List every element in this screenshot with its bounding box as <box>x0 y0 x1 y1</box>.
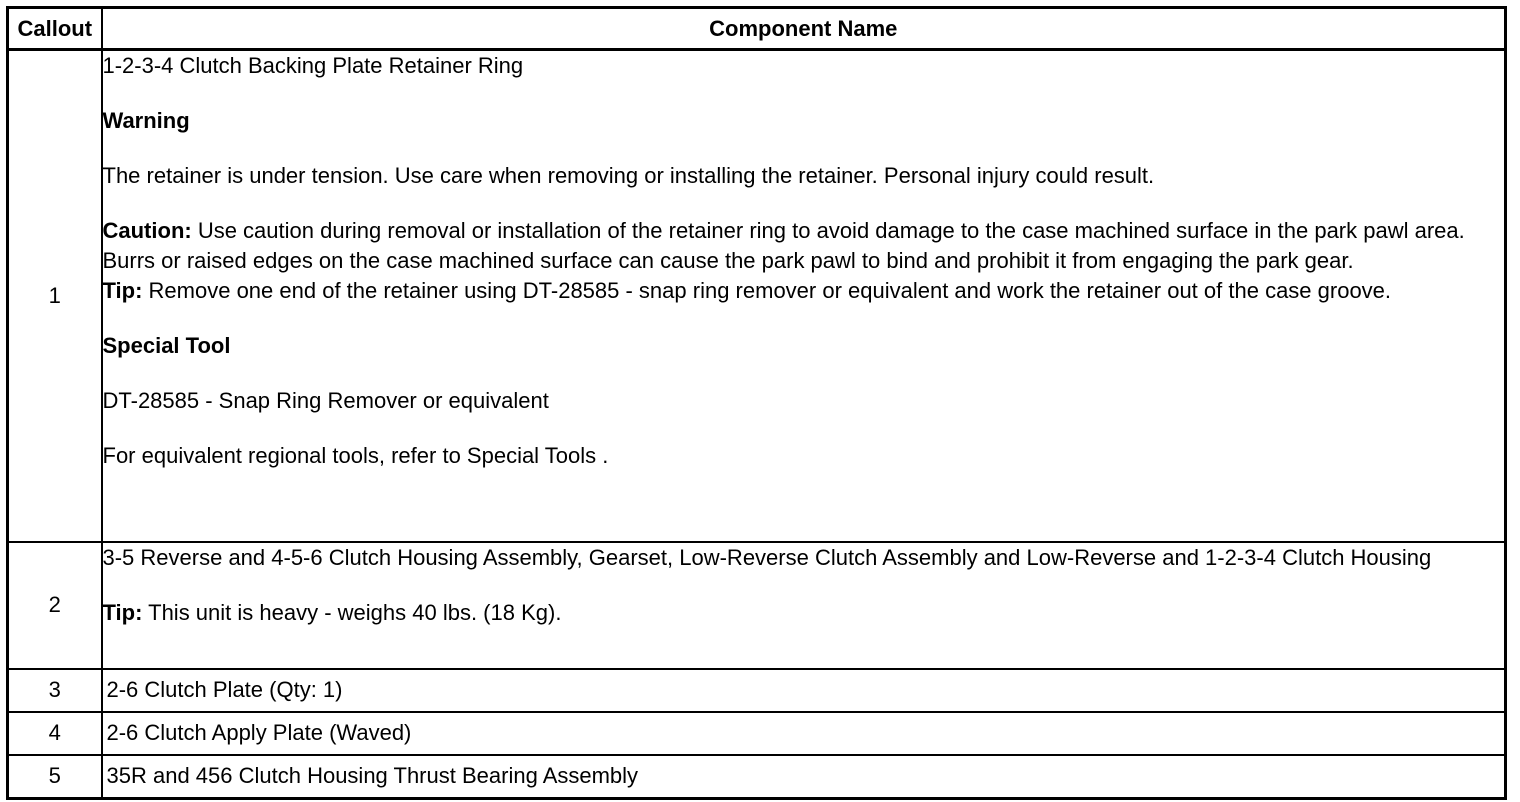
component-title: 3-5 Reverse and 4-5-6 Clutch Housing Assembly, Gearset, Low-Reverse Clutch Assembly and Low-Reverse and 1-2-3-4 Clutch Housing <box>102 544 1432 570</box>
special-tool-heading: Special Tool <box>102 333 231 358</box>
table-row <box>8 542 1506 669</box>
regional-tools-text: For equivalent regional tools, refer to Special Tools . <box>102 443 609 468</box>
callout-number: 5 <box>8 755 102 799</box>
tip-note <box>103 276 1505 306</box>
table-header-row <box>8 8 1506 50</box>
component-name-cell <box>102 50 1506 542</box>
warning-text: The retainer is under tension. Use care when removing or installing the retainer. Personal injury could result. <box>102 163 1155 188</box>
callout-column-header: Callout <box>8 8 102 50</box>
table-row <box>8 50 1506 542</box>
component-title: 2-6 Clutch Apply Plate (Waved) <box>102 712 1506 755</box>
component-title: 35R and 456 Clutch Housing Thrust Bearing Assembly <box>102 755 1506 799</box>
callout-number: 3 <box>8 669 102 712</box>
component-name-cell <box>102 542 1506 669</box>
tip-text: Remove one end of the retainer using DT-28585 - snap ring remover or equivalent and work the retainer out of the case groove. <box>142 278 1392 303</box>
tip-label: Tip: <box>102 599 143 625</box>
warning-heading: Warning <box>102 108 190 133</box>
caution-label: Caution: <box>102 218 192 243</box>
caution-note <box>103 216 1505 276</box>
callout-number: 4 <box>8 712 102 755</box>
component-table <box>6 6 1507 800</box>
tip-text: This unit is heavy - weighs 40 lbs. (18 Kg). <box>142 599 562 625</box>
special-tool-text: DT-28585 - Snap Ring Remover or equivalent <box>102 388 549 413</box>
component-title: 1-2-3-4 Clutch Backing Plate Retainer Ring <box>102 53 524 78</box>
callout-number: 1 <box>8 50 102 542</box>
table-row <box>8 755 1506 799</box>
component-title: 2-6 Clutch Plate (Qty: 1) <box>102 669 1506 712</box>
callout-number: 2 <box>8 542 102 669</box>
tip-note <box>103 598 1505 628</box>
component-name-column-header: Component Name <box>102 8 1506 50</box>
table-row <box>8 712 1506 755</box>
table-row <box>8 669 1506 712</box>
tip-label: Tip: <box>102 278 143 303</box>
caution-text: Use caution during removal or installation of the retainer ring to avoid damage to the case machined surface in the park pawl area. Burrs or raised edges on the case machined surface can cause the park pawl to bind and prohibit it from engaging the park gear. <box>102 218 1465 273</box>
